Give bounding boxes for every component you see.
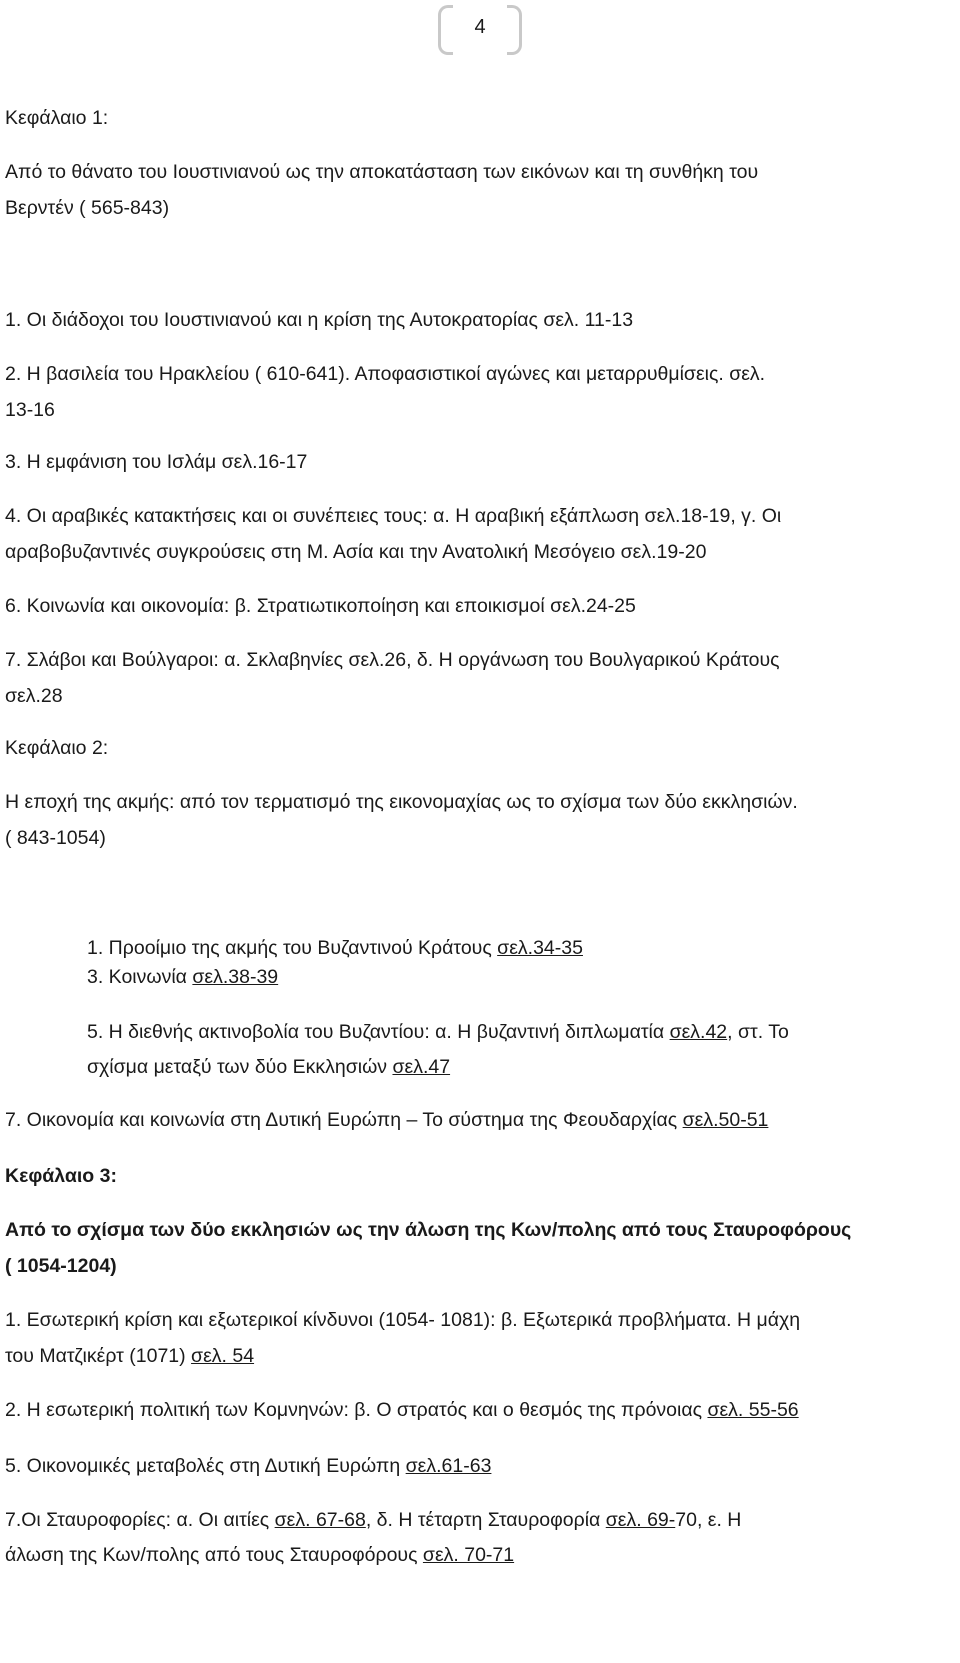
toc-item-text: 7. Οικονομία και κοινωνία στη Δυτική Ευρώπη – Το σύστημα της Φεουδαρχίας <box>5 1109 683 1131</box>
toc-item-text: 7.Οι Σταυροφορίες: α. Οι αιτίες <box>5 1509 275 1531</box>
toc-item-text: , στ. Το <box>727 1021 789 1043</box>
toc-page-ref: σελ.42 <box>669 1021 728 1043</box>
toc-item-text: , δ. Η τέταρτη Σταυροφορία <box>365 1509 606 1531</box>
toc-page-ref: σελ.34-35 <box>497 937 583 959</box>
toc-item <box>5 1454 491 1478</box>
toc-item-text: του Ματζικέρτ (1071) <box>5 1345 192 1367</box>
toc-item <box>87 936 583 960</box>
toc-item-cont: σελ.28 <box>5 685 63 707</box>
toc-page-ref: σελ. 69- <box>605 1509 676 1531</box>
toc-item-cont: αραβοβυζαντινές συγκρούσεις στη Μ. Ασία και την Ανατολική Μεσόγειο σελ.19-20 <box>5 541 707 563</box>
toc-page-ref: σελ. 67-68 <box>274 1509 366 1531</box>
chapter-2-heading: Κεφάλαιο 2: <box>5 737 109 759</box>
toc-item-text: 3. Κοινωνία <box>87 966 193 988</box>
toc-item-text: 1. Προοίμιο της ακμής του Βυζαντινού Κράτους <box>87 937 498 959</box>
chapter-2-title: Η εποχή της ακμής: από τον τερματισμό της εικονομαχίας ως το σχίσμα των δύο εκκλησιών. <box>5 791 798 813</box>
chapter-3-title: Από το σχίσμα των δύο εκκλησιών ως την άλωση της Κων/πολης από τους Σταυροφόρους <box>5 1219 852 1241</box>
chapter-1-title-cont: Βερντέν ( 565-843) <box>5 197 170 219</box>
chapter-3-heading: Κεφάλαιο 3: <box>5 1165 117 1187</box>
toc-item: 7. Σλάβοι και Βούλγαροι: α. Σκλαβηνίες σελ.26, δ. Η οργάνωση του Βουλγαρικού Κράτους <box>5 649 780 671</box>
toc-item-text: 5. Οικονομικές μεταβολές στη Δυτική Ευρώπη <box>5 1455 406 1477</box>
toc-page-ref: σελ. 54 <box>191 1345 255 1367</box>
toc-item-text: 5. Η διεθνής ακτινοβολία του Βυζαντίου: α. Η βυζαντινή διπλωματία <box>87 1021 670 1043</box>
toc-page-ref: σελ.38-39 <box>192 966 279 988</box>
toc-page-ref: σελ. 70-71 <box>422 1544 515 1566</box>
toc-item <box>87 1020 789 1044</box>
toc-item-text: 2. Η εσωτερική πολιτική των Κομνηνών: β. Ο στρατός και ο θεσμός της πρόνοιας <box>5 1399 708 1421</box>
toc-item-text: 70, ε. Η <box>675 1509 742 1531</box>
toc-item: 2. Η βασιλεία του Ηρακλείου ( 610-641). Αποφασιστικοί αγώνες και μεταρρυθμίσεις. σελ. <box>5 363 766 385</box>
toc-item-cont <box>5 1543 514 1567</box>
page-number-box <box>438 5 522 49</box>
toc-item: 1. Οι διάδοχοι του Ιουστινιανού και η κρίση της Αυτοκρατορίας σελ. 11-13 <box>5 309 634 331</box>
chapter-2-title-cont: ( 843-1054) <box>5 827 106 849</box>
toc-item <box>87 965 278 989</box>
toc-item: 6. Κοινωνία και οικονομία: β. Στρατιωτικοποίηση και εποικισμοί σελ.24-25 <box>5 595 636 617</box>
toc-page-ref: σελ.61-63 <box>405 1455 492 1477</box>
toc-page-ref: σελ.47 <box>392 1056 451 1078</box>
toc-item: 4. Οι αραβικές κατακτήσεις και οι συνέπειες τους: α. Η αραβική εξάπλωση σελ.18-19, γ. Οι <box>5 505 782 527</box>
toc-item: 3. Η εμφάνιση του Ισλάμ σελ.16-17 <box>5 451 308 473</box>
chapter-1-heading: Κεφάλαιο 1: <box>5 107 109 129</box>
page-number: 4 <box>474 16 486 38</box>
toc-item-text: άλωση της Κων/πολης από τους Σταυροφόρους <box>5 1544 423 1566</box>
toc-item <box>5 1108 768 1132</box>
chapter-1-title: Από το θάνατο του Ιουστινιανού ως την αποκατάσταση των εικόνων και τη συνθήκη του <box>5 161 759 183</box>
toc-item-text: σχίσμα μεταξύ των δύο Εκκλησιών <box>87 1056 393 1078</box>
toc-item-cont <box>87 1055 450 1079</box>
chapter-3-title-cont: ( 1054-1204) <box>5 1255 117 1277</box>
toc-item <box>5 1398 799 1422</box>
toc-page-ref: σελ.50-51 <box>682 1109 769 1131</box>
toc-item <box>5 1508 741 1532</box>
left-bracket-icon <box>438 5 453 55</box>
toc-item-cont: 13-16 <box>5 399 55 421</box>
right-bracket-icon <box>507 5 522 55</box>
toc-page-ref: σελ. 55-56 <box>707 1399 799 1421</box>
toc-item-cont <box>5 1344 254 1368</box>
toc-item: 1. Εσωτερική κρίση και εξωτερικοί κίνδυνοι (1054- 1081): β. Εξωτερικά προβλήματα. Η μάχη <box>5 1309 801 1331</box>
